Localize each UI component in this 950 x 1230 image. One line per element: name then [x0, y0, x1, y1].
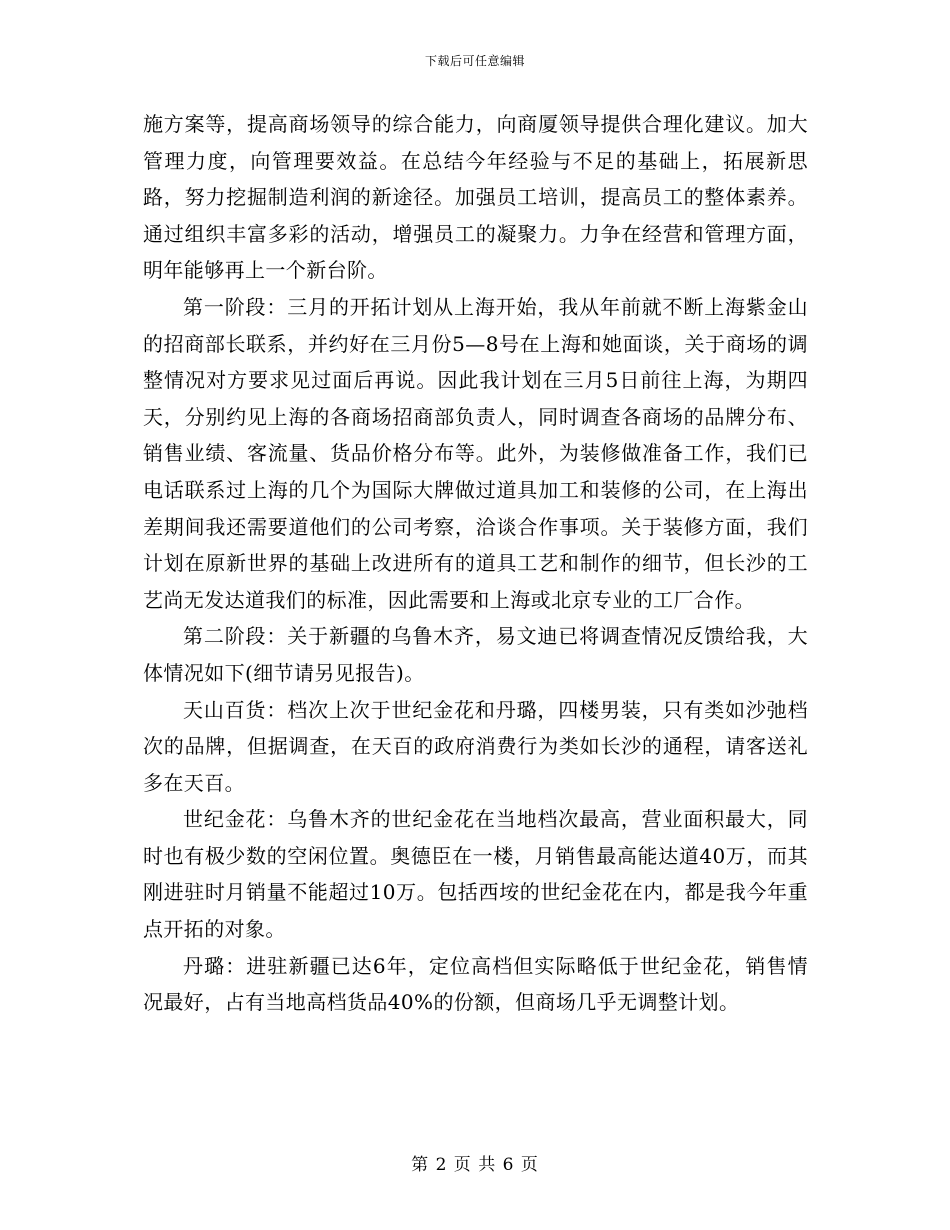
- paragraph-6: 丹璐：进驻新疆已达6年，定位高档但实际略低于世纪金花，销售情况最好，占有当地高档货品40%的份额，但商场几乎无调整计划。: [143, 953, 808, 1015]
- paragraph-1: 施方案等，提高商场领导的综合能力，向商厦领导提供合理化建议。加大管理力度，向管理要效益。在总结今年经验与不足的基础上，拓展新思路，努力挖掘制造利润的新途径。加强员工培训，提高员工的整体素养。通过组织丰富多彩的活动，增强员工的凝聚力。力争在经营和管理方面，明年能够再上一个新台阶。: [143, 112, 808, 283]
- footer-prefix: 第: [411, 1155, 430, 1175]
- paragraph-2: 第一阶段：三月的开拓计划从上海开始，我从年前就不断上海紫金山的招商部长联系，并约好在三月份5—8号在上海和她面谈，关于商场的调整情况对方要求见过面后再说。因此我计划在三月5日前往上海，为期四天，分别约见上海的各商场招商部负责人，同时调查各商场的品牌分布、销售业绩、客流量、货品价格分布等。此外，为装修做准备工作，我们已电话联系过上海的几个为国际大牌做过道具加工和装修的公司，在上海出差期间我还需要道他们的公司考察，洽谈合作事项。关于装修方面，我们计划在原新世界的基础上改进所有的道具工艺和制作的细节，但长沙的工艺尚无发达道我们的标准，因此需要和上海或北京专业的工厂合作。: [143, 294, 808, 612]
- page-header: 下载后可任意编辑: [424, 54, 525, 68]
- paragraph-5: 世纪金花：乌鲁木齐的世纪金花在当地档次最高，营业面积最大，同时也有极少数的空闲位置。奥德臣在一楼，月销售最高能达道40万，而其刚进驻时月销量不能超过10万。包括西垵的世纪金花在内，都是我今年重点开拓的对象。: [143, 807, 808, 942]
- footer-suffix: 页: [520, 1155, 539, 1175]
- footer-page-number: 2: [435, 1155, 448, 1175]
- footer-page-word: 页: [453, 1155, 472, 1175]
- footer-total-word: 共: [478, 1155, 497, 1175]
- footer-total-pages: 6: [502, 1155, 515, 1175]
- page-footer: [0, 1150, 950, 1175]
- document-body: [143, 106, 808, 1021]
- paragraph-4: 天山百货：档次上次于世纪金花和丹璐，四楼男装，只有类如沙弛档次的品牌，但据调查，在天百的政府消费行为类如长沙的通程，请客送礼多在天百。: [143, 697, 808, 795]
- paragraph-3: 第二阶段：关于新疆的乌鲁木齐，易文迪已将调查情况反馈给我，大体情况如下(细节请另见报告)。: [143, 624, 808, 685]
